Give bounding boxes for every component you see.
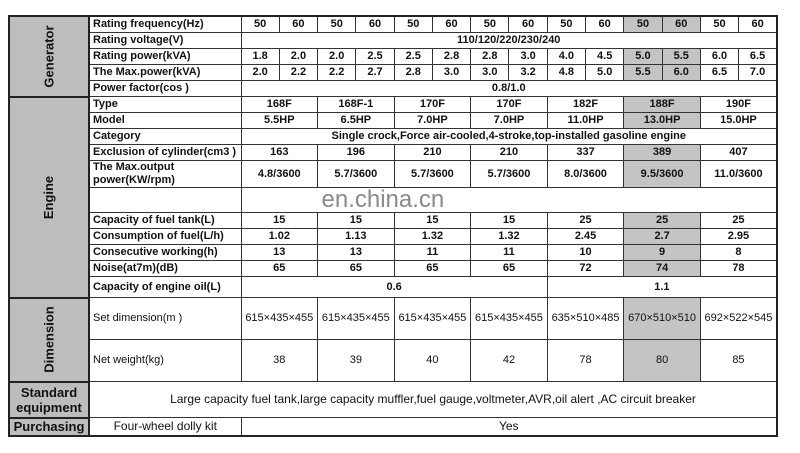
value-cell: 13: [318, 245, 395, 261]
row-label: Rating frequency(Hz): [89, 16, 241, 33]
table-row: [9, 113, 777, 129]
value-cell: 7.0HP: [394, 113, 471, 129]
value-cell: 2.5: [356, 49, 394, 65]
table-row: [9, 129, 777, 145]
engine-category: [9, 97, 89, 298]
value-cell: 50: [624, 16, 662, 33]
value-cell: 170F: [394, 97, 471, 113]
table-row: [9, 33, 777, 49]
value-cell: 60: [509, 16, 547, 33]
value-cell: 10: [547, 245, 624, 261]
value-cell: 78: [700, 261, 777, 277]
row-label: Rating power(kVA): [89, 49, 241, 65]
table-row: [9, 382, 777, 418]
value-cell: 5.0: [586, 65, 624, 81]
value-cell: 615×435×455: [471, 298, 548, 340]
table-row: [9, 213, 777, 229]
value-cell: 65: [241, 261, 318, 277]
value-cell: 2.0: [279, 49, 317, 65]
value-cell: 5.7/3600: [394, 161, 471, 188]
value-cell: 5.5: [662, 49, 700, 65]
value-cell: 2.0: [318, 49, 356, 65]
purchasing-category-label: Purchasing: [13, 419, 85, 434]
value-cell: 1.02: [241, 229, 318, 245]
value-cell: 2.5: [394, 49, 432, 65]
value-cell: 11: [394, 245, 471, 261]
standard-category-label: Standard equipment: [16, 384, 82, 415]
value-cell: 6.5: [700, 65, 738, 81]
value-cell: 2.2: [279, 65, 317, 81]
value-cell: 615×435×455: [318, 298, 395, 340]
value-cell: 50: [471, 16, 509, 33]
value-cell: 1.32: [394, 229, 471, 245]
value-cell: 2.7: [624, 229, 701, 245]
value-cell: 60: [279, 16, 317, 33]
value-cell: 1.32: [471, 229, 548, 245]
value-cell: 3.0: [432, 65, 470, 81]
table-row: [9, 298, 777, 340]
row-label: Type: [89, 97, 241, 113]
value-cell: 168F: [241, 97, 318, 113]
value-cell: 168F-1: [318, 97, 395, 113]
value-cell: 72: [547, 261, 624, 277]
table-row: [9, 277, 777, 298]
value-cell: 9: [624, 245, 701, 261]
row-label: The Max.power(kVA): [89, 65, 241, 81]
value-cell: 3.2: [509, 65, 547, 81]
value-cell: 65: [318, 261, 395, 277]
row-label: The Max.output power(KW/rpm): [89, 161, 241, 188]
standard-equipment-value: Large capacity fuel tank,large capacity muffler,fuel gauge,voltmeter,AVR,oil alert ,AC circuit breaker: [89, 382, 777, 418]
value-cell: 15: [471, 213, 548, 229]
value-cell: 389: [624, 145, 701, 161]
value-cell: 110/120/220/230/240: [241, 33, 777, 49]
table-row: [9, 97, 777, 113]
watermark-text: en.china.cn: [321, 187, 445, 213]
value-cell: 74: [624, 261, 701, 277]
value-cell: 615×435×455: [394, 298, 471, 340]
value-cell: 15.0HP: [700, 113, 777, 129]
table-row: [9, 81, 777, 97]
value-cell: 60: [739, 16, 777, 33]
value-cell: 8.0/3600: [547, 161, 624, 188]
value-cell: 407: [700, 145, 777, 161]
value-cell: 635×510×485: [547, 298, 624, 340]
value-cell: 3.0: [509, 49, 547, 65]
value-cell: 50: [547, 16, 585, 33]
dimension-category-label: Dimension: [41, 306, 57, 373]
value-cell: 25: [700, 213, 777, 229]
value-cell: 60: [662, 16, 700, 33]
value-cell: 2.7: [356, 65, 394, 81]
value-cell: 4.8/3600: [241, 161, 318, 188]
row-label: Capacity of fuel tank(L): [89, 213, 241, 229]
value-cell: 2.95: [700, 229, 777, 245]
value-cell: 4.8: [547, 65, 585, 81]
value-cell: 60: [432, 16, 470, 33]
row-label: Net weight(kg): [89, 340, 241, 382]
value-cell: 163: [241, 145, 318, 161]
value-cell: 5.5: [624, 65, 662, 81]
value-cell: 65: [471, 261, 548, 277]
row-label: Noise(at7m)(dB): [89, 261, 241, 277]
value-cell: 210: [394, 145, 471, 161]
row-label: Category: [89, 129, 241, 145]
value-cell: 60: [356, 16, 394, 33]
value-cell: 11.0/3600: [700, 161, 777, 188]
value-cell: 7.0: [739, 65, 777, 81]
row-label: Power factor(cos ): [89, 81, 241, 97]
generator-category: [9, 16, 89, 97]
value-cell: 1.13: [318, 229, 395, 245]
row-label: Model: [89, 113, 241, 129]
value-cell: 1.8: [241, 49, 279, 65]
value-cell: 50: [394, 16, 432, 33]
purchasing-category: [9, 418, 89, 436]
value-cell: 2.2: [318, 65, 356, 81]
row-label: Set dimension(m ): [89, 298, 241, 340]
value-cell: 2.8: [471, 49, 509, 65]
row-label: [89, 188, 241, 213]
value-cell: 615×435×455: [241, 298, 318, 340]
value-cell: 25: [624, 213, 701, 229]
value-cell: 5.0: [624, 49, 662, 65]
value-cell: 4.0: [547, 49, 585, 65]
value-cell: 2.0: [241, 65, 279, 81]
value-cell: 78: [547, 340, 624, 382]
value-cell: 11: [471, 245, 548, 261]
value-cell: 4.5: [586, 49, 624, 65]
value-cell: 13: [241, 245, 318, 261]
row-label: Consumption of fuel(L/h): [89, 229, 241, 245]
watermark-cell: [241, 188, 777, 213]
value-cell: 15: [241, 213, 318, 229]
value-cell: 210: [471, 145, 548, 161]
value-cell: 0.8/1.0: [241, 81, 777, 97]
generator-spec-table: [8, 15, 778, 437]
value-cell: 5.7/3600: [318, 161, 395, 188]
row-label: Consecutive working(h): [89, 245, 241, 261]
value-cell: 50: [241, 16, 279, 33]
value-cell: 40: [394, 340, 471, 382]
value-cell: 60: [586, 16, 624, 33]
table-row: [9, 261, 777, 277]
standard-category: [9, 382, 89, 418]
value-cell: 39: [318, 340, 395, 382]
table-row: [9, 65, 777, 81]
row-label: Rating voltage(V): [89, 33, 241, 49]
table-row: [9, 340, 777, 382]
value-cell: 6.0: [700, 49, 738, 65]
value-cell: 11.0HP: [547, 113, 624, 129]
value-cell: 9.5/3600: [624, 161, 701, 188]
value-cell: 2.8: [394, 65, 432, 81]
engine-category-label: Engine: [41, 175, 57, 219]
value-cell: 5.7/3600: [471, 161, 548, 188]
value-cell: 670×510×510: [624, 298, 701, 340]
value-cell: 3.0: [471, 65, 509, 81]
purchasing-label: Four-wheel dolly kit: [89, 418, 241, 436]
value-cell: 25: [547, 213, 624, 229]
value-cell: 7.0HP: [471, 113, 548, 129]
row-label: Capacity of engine oil(L): [89, 277, 241, 298]
value-cell: 6.5HP: [318, 113, 395, 129]
value-cell: 5.5HP: [241, 113, 318, 129]
value-cell: 8: [700, 245, 777, 261]
value-cell: 65: [394, 261, 471, 277]
value-cell: 6.5: [739, 49, 777, 65]
value-cell: 190F: [700, 97, 777, 113]
value-cell: 38: [241, 340, 318, 382]
value-cell: 692×522×545: [700, 298, 777, 340]
value-cell: 2.45: [547, 229, 624, 245]
value-cell: 188F: [624, 97, 701, 113]
generator-category-label: Generator: [41, 25, 57, 88]
value-cell: Single crock,Force air-cooled,4-stroke,top-installed gasoline engine: [241, 129, 777, 145]
table-row: [9, 418, 777, 436]
value-cell: 170F: [471, 97, 548, 113]
row-label: Exclusion of cylinder(cm3 ): [89, 145, 241, 161]
value-cell: 182F: [547, 97, 624, 113]
table-row: [9, 49, 777, 65]
table-row: [9, 145, 777, 161]
table-row: [9, 161, 777, 188]
value-cell: 6.0: [662, 65, 700, 81]
value-cell: 0.6: [241, 277, 547, 298]
value-cell: 196: [318, 145, 395, 161]
value-cell: 15: [318, 213, 395, 229]
table-row: [9, 188, 777, 213]
table-row: [9, 16, 777, 33]
dimension-category: [9, 298, 89, 382]
value-cell: 50: [700, 16, 738, 33]
value-cell: 15: [394, 213, 471, 229]
value-cell: 13.0HP: [624, 113, 701, 129]
value-cell: 50: [318, 16, 356, 33]
value-cell: 85: [700, 340, 777, 382]
table-row: [9, 229, 777, 245]
value-cell: 80: [624, 340, 701, 382]
value-cell: 1.1: [547, 277, 777, 298]
value-cell: 337: [547, 145, 624, 161]
value-cell: 42: [471, 340, 548, 382]
table-row: [9, 245, 777, 261]
value-cell: 2.8: [432, 49, 470, 65]
purchasing-value: Yes: [241, 418, 777, 436]
